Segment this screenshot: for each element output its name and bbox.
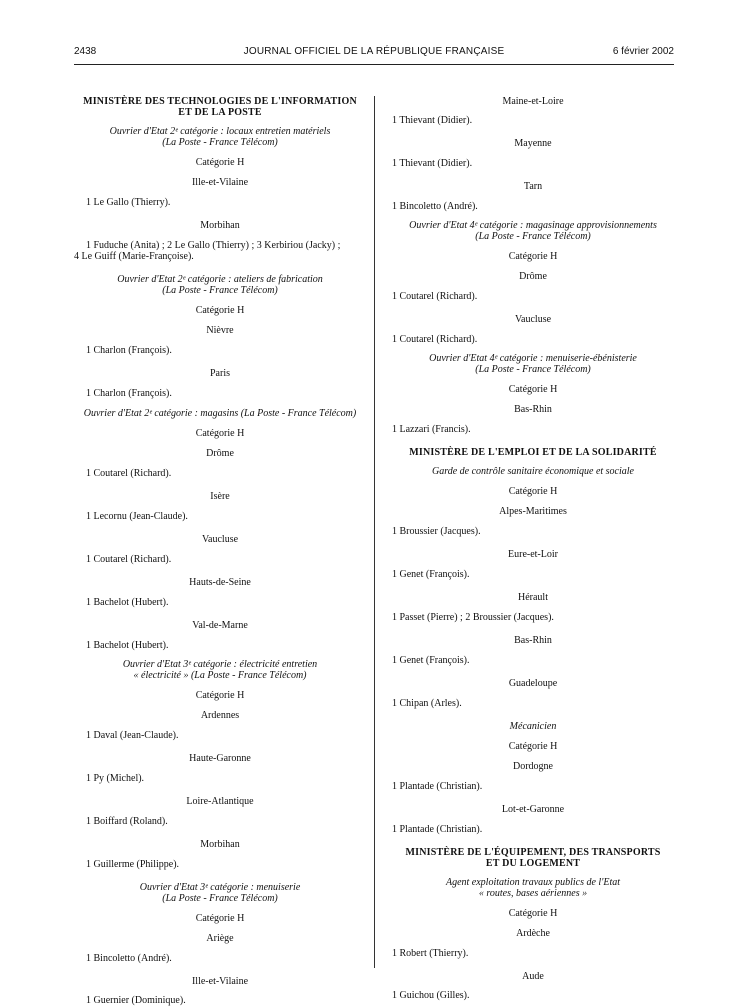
job-title: Ouvrier d'Etat 4ᵉ catégorie : magasinage approvisionnements (La Poste - France Télécom) (409, 220, 657, 242)
ranking-entry: 1 Py (Michel). (86, 773, 145, 784)
ranking-entry: 1 Chipan (Arles). (392, 698, 462, 709)
region-heading: Bas-Rhin (514, 635, 552, 646)
ranking-entry: 1 Coutarel (Richard). (392, 334, 478, 345)
issue-date: 6 février 2002 (612, 46, 674, 57)
right-column (392, 96, 674, 1001)
ranking-entry: 1 Charlon (François). (86, 345, 172, 356)
ranking-entry: 1 Bincoletto (André). (392, 201, 478, 212)
ranking-entry: 1 Broussier (Jacques). (392, 526, 481, 537)
ranking-entry: 1 Thievant (Didier). (392, 158, 473, 169)
region-heading: Val-de-Marne (192, 620, 248, 631)
region-heading: Isère (210, 491, 230, 502)
ranking-entry: 1 Coutarel (Richard). (86, 554, 172, 565)
category-label: Catégorie H (195, 428, 245, 439)
ranking-entry: 1 Guichou (Gilles). (392, 990, 470, 1001)
ranking-entry: 1 Coutarel (Richard). (392, 291, 478, 302)
ministry-heading: MINISTÈRE DES TECHNOLOGIES DE L'INFORMATION ET DE LA POSTE (83, 96, 357, 118)
region-heading: Loire-Atlantique (186, 796, 254, 807)
category-label: Catégorie H (508, 384, 558, 395)
region-heading: Bas-Rhin (514, 404, 552, 415)
category-label: Catégorie H (195, 690, 245, 701)
job-title: Ouvrier d'Etat 2ᵉ catégorie : magasins (La Poste - France Télécom) (83, 408, 357, 419)
job-title: Garde de contrôle sanitaire économique et sociale (432, 466, 634, 477)
category-label: Catégorie H (508, 741, 558, 752)
ranking-entry: 1 Genet (François). (392, 569, 470, 580)
category-label: Catégorie H (195, 913, 245, 924)
ranking-entry: 1 Lazzari (Francis). (392, 424, 471, 435)
ranking-entry: 1 Guillerme (Philippe). (86, 859, 180, 870)
ministry-heading: MINISTÈRE DE L'EMPLOI ET DE LA SOLIDARITÉ (409, 447, 657, 458)
ranking-entry: 1 Charlon (François). (86, 388, 172, 399)
ranking-entry: 1 Boiffard (Roland). (86, 816, 168, 827)
region-heading: Mayenne (514, 138, 552, 149)
job-title: Ouvrier d'Etat 4ᵉ catégorie : menuiserie-ébénisterie (La Poste - France Télécom) (429, 353, 637, 375)
region-heading: Ille-et-Vilaine (191, 976, 249, 987)
ranking-entry: 1 Guernier (Dominique). (86, 995, 186, 1006)
left-column (74, 96, 366, 1006)
region-heading: Paris (210, 368, 230, 379)
job-title: Ouvrier d'Etat 3ᵉ catégorie : menuiserie (La Poste - France Télécom) (139, 882, 301, 904)
ranking-entry: 1 Fuduche (Anita) ; 2 Le Gallo (Thierry) ; 3 Kerbiriou (Jacky) ; 4 Le Guiff (Marie-Françoise). (74, 240, 341, 262)
column-divider (374, 96, 375, 968)
region-heading: Ille-et-Vilaine (191, 177, 249, 188)
job-title: Agent exploitation travaux publics de l'Etat « routes, bases aériennes » (445, 877, 621, 899)
page-number: 2438 (74, 46, 97, 57)
ranking-entry: 1 Plantade (Christian). (392, 824, 483, 835)
category-label: Catégorie H (508, 251, 558, 262)
region-heading: Morbihan (200, 220, 240, 231)
region-heading: Ariège (206, 933, 234, 944)
page-header (74, 46, 674, 62)
region-heading: Haute-Garonne (189, 753, 251, 764)
ranking-entry: 1 Bincoletto (André). (86, 953, 172, 964)
ranking-entry: 1 Genet (François). (392, 655, 470, 666)
ranking-entry: 1 Thievant (Didier). (392, 115, 473, 126)
category-label: Catégorie H (195, 305, 245, 316)
region-heading: Alpes-Maritimes (499, 506, 567, 517)
job-title: Ouvrier d'Etat 2ᵉ catégorie : locaux entretien matériels (La Poste - France Télécom) (109, 126, 331, 148)
region-heading: Guadeloupe (508, 678, 558, 689)
journal-title: JOURNAL OFFICIEL DE LA RÉPUBLIQUE FRANÇAISE (243, 46, 505, 57)
ranking-entry: 1 Passet (Pierre) ; 2 Broussier (Jacques). (392, 612, 554, 623)
ranking-entry: 1 Plantade (Christian). (392, 781, 483, 792)
region-heading: Drôme (519, 271, 547, 282)
job-title: Ouvrier d'Etat 3ᵉ catégorie : électricité entretien « électricité » (La Poste - France Télécom) (122, 659, 318, 681)
category-label: Catégorie H (508, 486, 558, 497)
category-label: Catégorie H (508, 908, 558, 919)
ranking-entry: 1 Bachelot (Hubert). (86, 597, 169, 608)
ranking-entry: 1 Coutarel (Richard). (86, 468, 172, 479)
region-heading: Morbihan (200, 839, 240, 850)
region-heading: Drôme (206, 448, 234, 459)
ranking-entry: 1 Bachelot (Hubert). (86, 640, 169, 651)
region-heading: Vaucluse (201, 534, 239, 545)
region-heading: Ardèche (516, 928, 550, 939)
region-heading: Hauts-de-Seine (189, 577, 251, 588)
header-rule (74, 64, 674, 65)
region-heading: Eure-et-Loir (508, 549, 558, 560)
ranking-entry: 1 Le Gallo (Thierry). (86, 197, 171, 208)
region-heading: Tarn (523, 181, 543, 192)
category-label: Catégorie H (195, 157, 245, 168)
region-heading: Aude (522, 971, 544, 982)
region-heading: Maine-et-Loire (502, 96, 564, 107)
region-heading: Hérault (518, 592, 548, 603)
region-heading: Lot-et-Garonne (501, 804, 565, 815)
region-heading: Nièvre (206, 325, 234, 336)
region-heading: Dordogne (513, 761, 553, 772)
job-title: Ouvrier d'Etat 2ᵉ catégorie : ateliers de fabrication (La Poste - France Télécom) (117, 274, 323, 296)
region-heading: Ardennes (200, 710, 240, 721)
region-heading: Vaucluse (514, 314, 552, 325)
ranking-entry: 1 Daval (Jean-Claude). (86, 730, 179, 741)
ranking-entry: 1 Robert (Thierry). (392, 948, 469, 959)
job-title: Mécanicien (509, 721, 557, 732)
ranking-entry: 1 Lecornu (Jean-Claude). (86, 511, 188, 522)
ministry-heading: MINISTÈRE DE L'ÉQUIPEMENT, DES TRANSPORTS ET DU LOGEMENT (405, 847, 661, 869)
